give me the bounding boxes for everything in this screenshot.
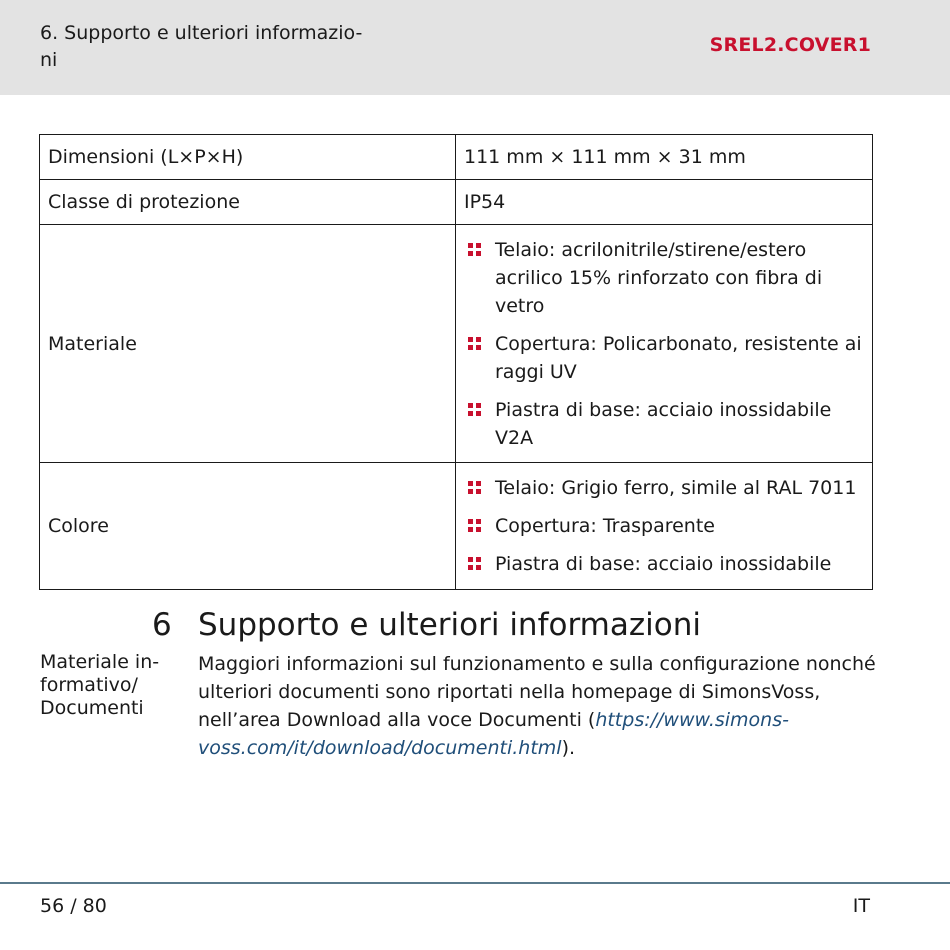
- red-square-bullet-icon: [468, 481, 481, 494]
- header-section-line2: ni: [40, 49, 58, 71]
- section-body: [198, 650, 878, 762]
- header-product-code: SREL2.COVER1: [709, 34, 871, 56]
- color-item-baseplate: Piastra di base: acciaio inossidabile: [495, 553, 832, 575]
- table-row-protection: [40, 180, 873, 225]
- color-item-cover: Copertura: Trasparente: [495, 515, 715, 537]
- material-item-frame: Telaio: acrilonitrile/stirene/estero acrilico 15% rinforzato con fibra di vetro: [495, 238, 823, 317]
- list-item: [495, 330, 864, 386]
- red-square-bullet-icon: [468, 337, 481, 350]
- cell-value-protection: IP54: [456, 180, 873, 225]
- language-code: IT: [852, 895, 870, 917]
- page-number: 56 / 80: [40, 895, 107, 917]
- material-item-cover: Copertura: Policarbonato, resistente ai raggi UV: [495, 332, 862, 383]
- material-item-baseplate: Piastra di base: acciaio inossidabile V2A: [495, 398, 832, 449]
- footer-divider: [0, 882, 950, 884]
- cell-value-material: [456, 225, 873, 463]
- list-item: [495, 550, 864, 578]
- cell-value-dimensions: 111 mm × 111 mm × 31 mm: [456, 135, 873, 180]
- red-square-bullet-icon: [468, 557, 481, 570]
- body-paragraph: Maggiori informazioni sul funzionamento e sulla configurazione nonché ulteriori documenti sono riportati nella homepage di SimonsVoss, nell’area Download alla voce Documenti (: [198, 653, 876, 731]
- specs-table: [39, 134, 873, 590]
- list-item: [495, 474, 864, 502]
- table-row-color: [40, 463, 873, 590]
- red-square-bullet-icon: [468, 403, 481, 416]
- list-item: [495, 236, 864, 320]
- color-list: [464, 474, 864, 578]
- cell-label-protection: Classe di protezione: [40, 180, 456, 225]
- red-square-bullet-icon: [468, 243, 481, 256]
- section-title: Supporto e ulteriori informazioni: [198, 607, 701, 643]
- cell-label-material: Materiale: [40, 225, 456, 463]
- list-item: [495, 512, 864, 540]
- table-row-material: [40, 225, 873, 463]
- cell-value-color: [456, 463, 873, 590]
- cell-label-color: Colore: [40, 463, 456, 590]
- table-row-dimensions: [40, 135, 873, 180]
- body-paragraph-end: ).: [561, 737, 576, 759]
- material-list: [464, 236, 864, 452]
- documents-link[interactable]: https://www.simons-voss.com/it/download/documenti.html: [198, 709, 789, 759]
- margin-note: Materiale in-formativo/ Documenti: [40, 651, 160, 719]
- red-square-bullet-icon: [468, 519, 481, 532]
- header-section-line1: 6. Supporto e ulteriori informazio-: [40, 22, 363, 44]
- list-item: [495, 396, 864, 452]
- page-header: [0, 0, 950, 95]
- cell-label-dimensions: Dimensioni (L×P×H): [40, 135, 456, 180]
- color-item-frame: Telaio: Grigio ferro, simile al RAL 7011: [495, 477, 857, 499]
- section-number: 6: [152, 607, 172, 643]
- header-section-title: [40, 20, 370, 74]
